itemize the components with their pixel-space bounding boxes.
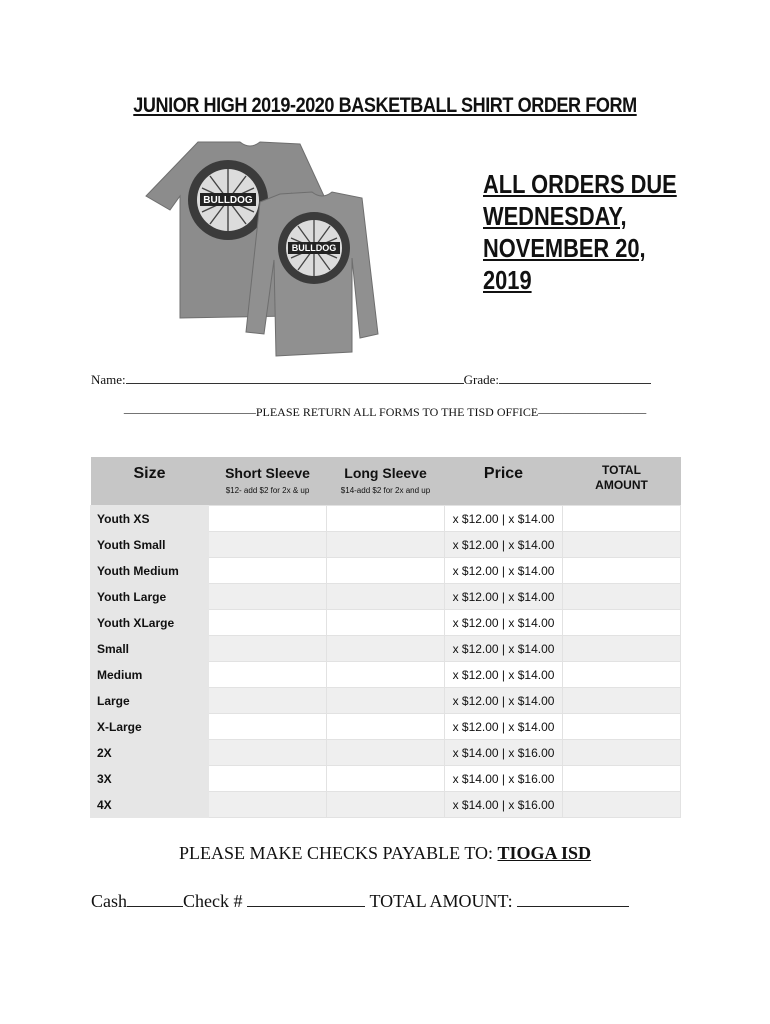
order-table <box>90 457 681 818</box>
svg-text:BULLDOG: BULLDOG <box>203 195 253 206</box>
name-grade-line <box>91 372 671 388</box>
price-cell: x $14.00 | x $16.00 <box>445 766 563 792</box>
price-cell: x $12.00 | x $14.00 <box>445 558 563 584</box>
price-cell: x $12.00 | x $14.00 <box>445 688 563 714</box>
size-cell: Youth XLarge <box>91 610 209 636</box>
due-date-notice <box>483 168 677 296</box>
total-amount-cell[interactable] <box>563 740 681 766</box>
total-amount-cell[interactable] <box>563 506 681 532</box>
size-cell: X-Large <box>91 714 209 740</box>
table-row <box>91 584 681 610</box>
long-sleeve-qty-cell[interactable] <box>327 792 445 818</box>
price-cell: x $12.00 | x $14.00 <box>445 636 563 662</box>
table-row <box>91 610 681 636</box>
size-cell: Youth Medium <box>91 558 209 584</box>
checks-payable-line <box>0 843 770 864</box>
table-row <box>91 688 681 714</box>
total-amount-cell[interactable] <box>563 714 681 740</box>
due-line: 2019 <box>483 265 532 295</box>
header-total-amount: TOTAL AMOUNT <box>563 457 681 506</box>
long-sleeve-qty-cell[interactable] <box>327 532 445 558</box>
total-amount-field[interactable] <box>517 892 629 907</box>
size-cell: Youth XS <box>91 506 209 532</box>
table-row <box>91 558 681 584</box>
long-sleeve-qty-cell[interactable] <box>327 636 445 662</box>
price-cell: x $14.00 | x $16.00 <box>445 740 563 766</box>
grade-label: Grade: <box>463 372 500 387</box>
short-sleeve-qty-cell[interactable] <box>209 792 327 818</box>
name-field[interactable] <box>126 372 464 384</box>
header-long-sleeve: Long Sleeve $14-add $2 for 2x and up <box>327 457 445 506</box>
table-row <box>91 792 681 818</box>
table-header-row <box>91 457 681 506</box>
size-cell: Large <box>91 688 209 714</box>
size-cell: 2X <box>91 740 209 766</box>
cash-label: Cash <box>91 891 127 911</box>
table-row <box>91 662 681 688</box>
table-row <box>91 766 681 792</box>
price-cell: x $12.00 | x $14.00 <box>445 610 563 636</box>
short-sleeve-qty-cell[interactable] <box>209 662 327 688</box>
long-sleeve-qty-cell[interactable] <box>327 610 445 636</box>
size-cell: 3X <box>91 766 209 792</box>
due-line: ALL ORDERS DUE <box>483 169 677 199</box>
long-sleeve-qty-cell[interactable] <box>327 584 445 610</box>
total-amount-cell[interactable] <box>563 558 681 584</box>
table-row <box>91 532 681 558</box>
table-row <box>91 740 681 766</box>
long-sleeve-qty-cell[interactable] <box>327 662 445 688</box>
short-sleeve-qty-cell[interactable] <box>209 610 327 636</box>
total-amount-cell[interactable] <box>563 662 681 688</box>
size-cell: 4X <box>91 792 209 818</box>
name-label: Name: <box>91 372 126 387</box>
form-title: JUNIOR HIGH 2019-2020 BASKETBALL SHIRT ORDER FORM <box>133 94 637 117</box>
checks-payable-label: PLEASE MAKE CHECKS PAYABLE TO: <box>178 843 498 863</box>
check-label: Check # <box>183 891 243 911</box>
total-amount-cell[interactable] <box>563 584 681 610</box>
header-price: Price <box>445 457 563 506</box>
total-amount-cell[interactable] <box>563 792 681 818</box>
price-cell: x $12.00 | x $14.00 <box>445 714 563 740</box>
short-sleeve-qty-cell[interactable] <box>209 636 327 662</box>
check-number-field[interactable] <box>247 892 365 907</box>
size-cell: Youth Small <box>91 532 209 558</box>
long-sleeve-qty-cell[interactable] <box>327 714 445 740</box>
short-sleeve-qty-cell[interactable] <box>209 714 327 740</box>
size-cell: Medium <box>91 662 209 688</box>
total-amount-cell[interactable] <box>563 688 681 714</box>
short-sleeve-qty-cell[interactable] <box>209 532 327 558</box>
short-sleeve-qty-cell[interactable] <box>209 766 327 792</box>
payment-line <box>91 891 629 912</box>
header-size: Size <box>91 457 209 506</box>
table-row <box>91 714 681 740</box>
due-line: WEDNESDAY, <box>483 201 627 231</box>
total-amount-cell[interactable] <box>563 532 681 558</box>
total-amount-cell[interactable] <box>563 766 681 792</box>
short-sleeve-qty-cell[interactable] <box>209 740 327 766</box>
cash-field[interactable] <box>127 892 183 907</box>
price-cell: x $12.00 | x $14.00 <box>445 532 563 558</box>
short-sleeve-qty-cell[interactable] <box>209 506 327 532</box>
svg-text:BULLDOG: BULLDOG <box>291 243 337 253</box>
price-cell: x $12.00 | x $14.00 <box>445 506 563 532</box>
long-sleeve-qty-cell[interactable] <box>327 558 445 584</box>
checks-payee: TIOGA ISD <box>497 843 592 863</box>
short-sleeve-qty-cell[interactable] <box>209 584 327 610</box>
header-short-sleeve: Short Sleeve $12- add $2 for 2x & up <box>209 457 327 506</box>
total-amount-cell[interactable] <box>563 610 681 636</box>
due-line: NOVEMBER 20, <box>483 233 646 263</box>
short-sleeve-qty-cell[interactable] <box>209 688 327 714</box>
price-cell: x $14.00 | x $16.00 <box>445 792 563 818</box>
short-sleeve-qty-cell[interactable] <box>209 558 327 584</box>
long-sleeve-qty-cell[interactable] <box>327 688 445 714</box>
table-row <box>91 506 681 532</box>
long-sleeve-qty-cell[interactable] <box>327 740 445 766</box>
long-sleeve-qty-cell[interactable] <box>327 766 445 792</box>
long-sleeve-qty-cell[interactable] <box>327 506 445 532</box>
table-row <box>91 636 681 662</box>
shirt-images <box>140 138 390 360</box>
grade-field[interactable] <box>499 372 651 384</box>
return-notice: ———————————PLEASE RETURN ALL FORMS TO THE TISD OFFICE————————— <box>123 405 647 419</box>
total-amount-label: TOTAL AMOUNT: <box>369 891 513 911</box>
price-cell: x $12.00 | x $14.00 <box>445 662 563 688</box>
size-cell: Youth Large <box>91 584 209 610</box>
total-amount-cell[interactable] <box>563 636 681 662</box>
size-cell: Small <box>91 636 209 662</box>
price-cell: x $12.00 | x $14.00 <box>445 584 563 610</box>
